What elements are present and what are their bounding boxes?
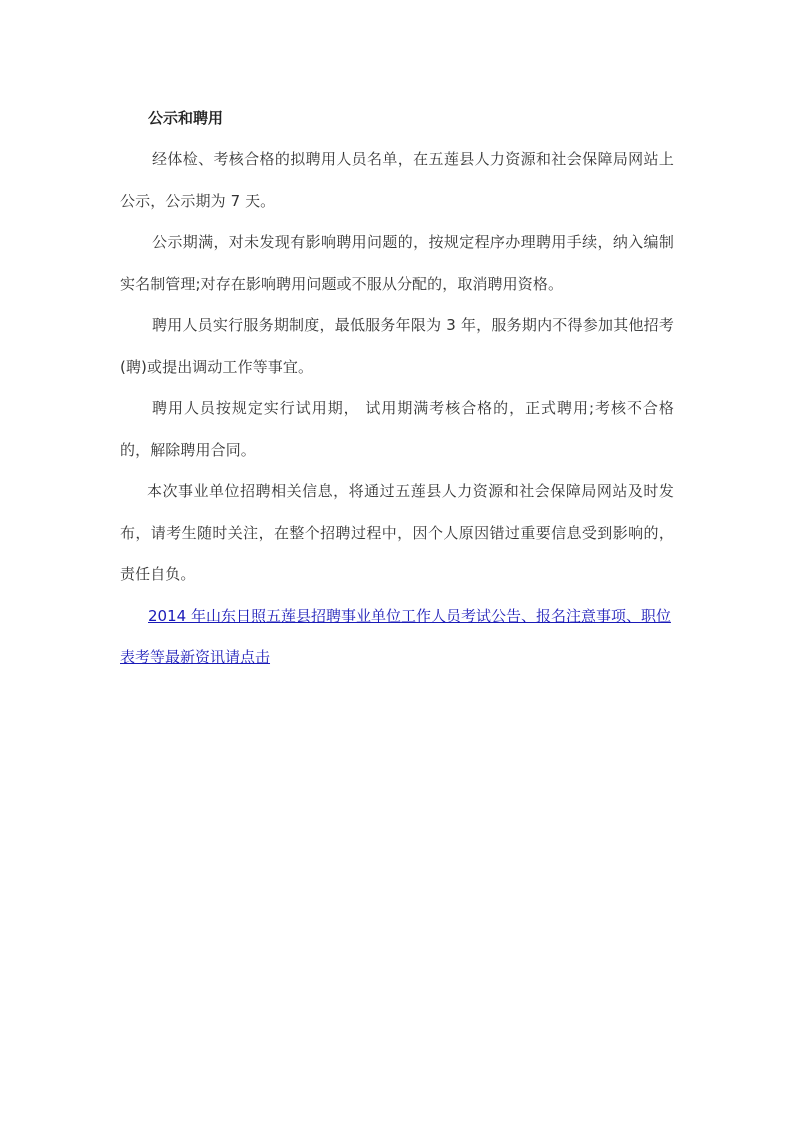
link-paragraph [120, 596, 674, 679]
paragraph-service-period: 聘用人员实行服务期制度，最低服务年限为 3 年，服务期内不得参加其他招考(聘)或提出调动工作等事宜。 [120, 316, 674, 376]
paragraph-hiring-procedure: 公示期满，对未发现有影响聘用问题的，按规定程序办理聘用手续，纳入编制实名制管理;对存在影响聘用问题或不服从分配的，取消聘用资格。 [120, 233, 674, 293]
paragraph-notice: 本次事业单位招聘相关信息，将通过五莲县人力资源和社会保障局网站及时发布，请考生随时关注，在整个招聘过程中，因个人原因错过重要信息受到影响的，责任自负。 [120, 482, 674, 583]
section-heading: 公示和聘用 [148, 109, 224, 127]
paragraph-probation: 聘用人员按规定实行试用期， 试用期满考核合格的，正式聘用;考核不合格的，解除聘用合同。 [120, 399, 674, 459]
document-page [120, 98, 674, 679]
paragraph-publicity: 经体检、考核合格的拟聘用人员名单，在五莲县人力资源和社会保障局网站上公示，公示期为 7 天。 [120, 150, 674, 210]
latest-news-link[interactable]: 2014 年山东日照五莲县招聘事业单位工作人员考试公告、报名注意事项、职位表考等最新资讯请点击 [120, 606, 671, 666]
